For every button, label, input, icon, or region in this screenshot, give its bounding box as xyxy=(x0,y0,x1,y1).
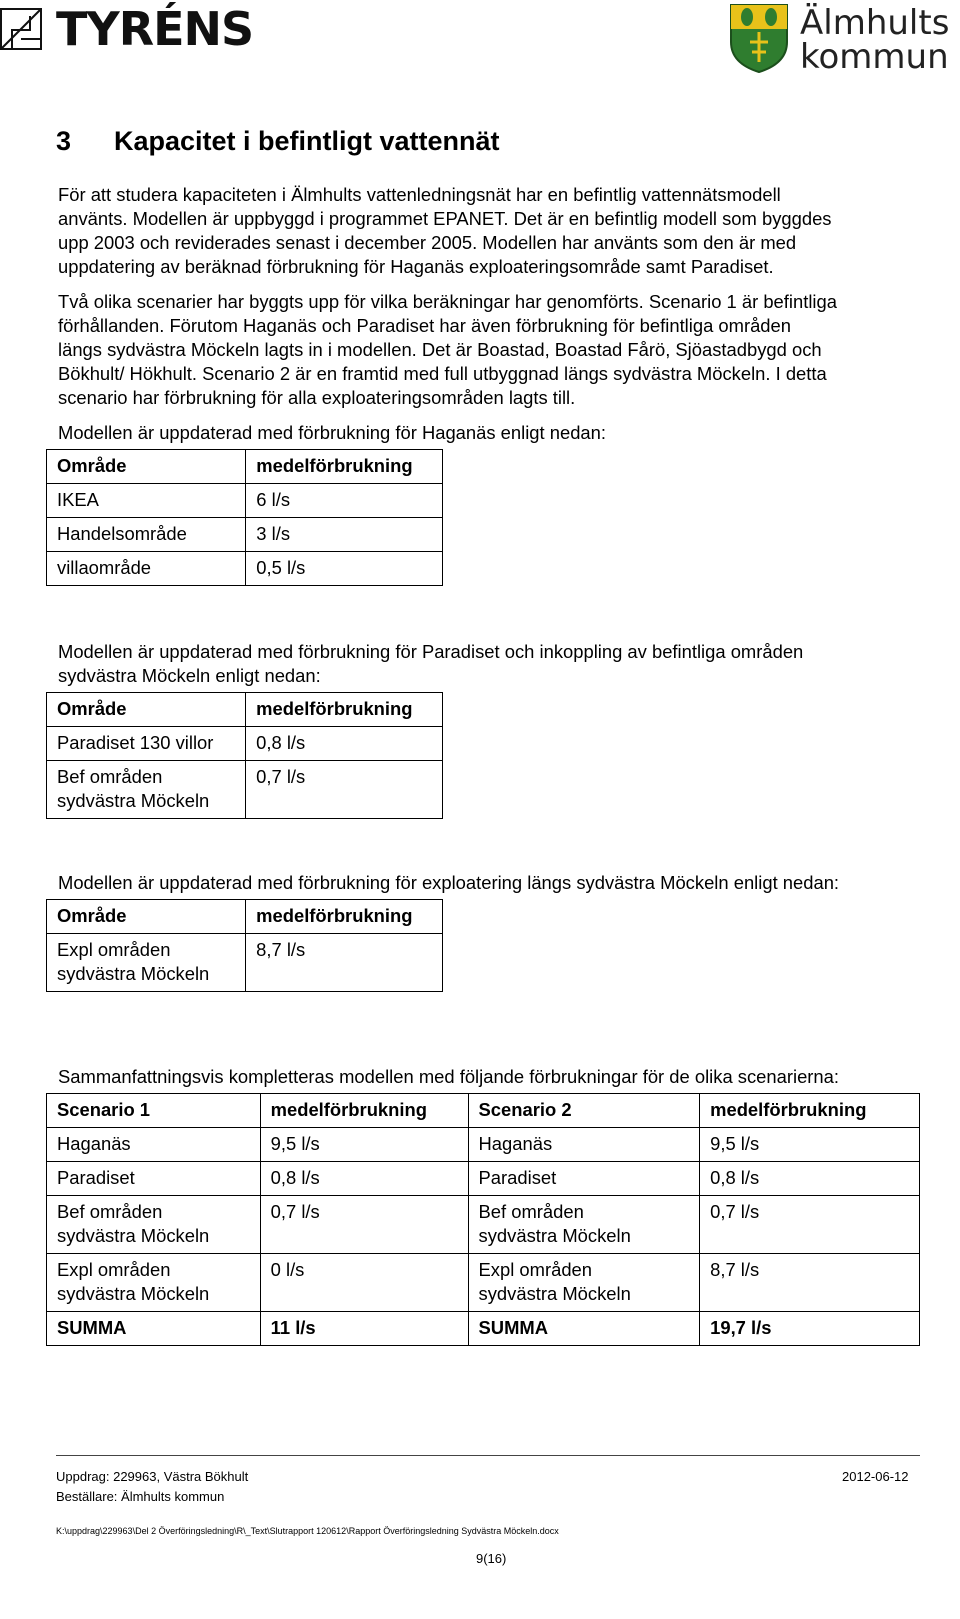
table-cell: 6 l/s xyxy=(246,484,443,518)
section-number: 3 xyxy=(56,126,72,156)
cell-line: Expl områden xyxy=(478,1259,593,1280)
header-cell: Område xyxy=(47,900,246,934)
table-cell: 8,7 l/s xyxy=(246,934,443,992)
cell-line: sydvästra Möckeln xyxy=(478,1283,631,1304)
cell-line: sydvästra Möckeln xyxy=(57,790,210,811)
table-cell xyxy=(468,1254,700,1312)
table-cell: Handelsområde xyxy=(47,518,246,552)
header-cell: medelförbrukning xyxy=(700,1094,920,1128)
paragraph-2 xyxy=(58,290,938,410)
header-cell: Område xyxy=(47,693,246,727)
table-row xyxy=(47,761,443,819)
table-cell: Paradiset xyxy=(468,1162,700,1196)
table-cell xyxy=(468,1196,700,1254)
table-cell: IKEA xyxy=(47,484,246,518)
table-cell: 11 l/s xyxy=(260,1312,468,1346)
tyrens-logo-text: TYRÉNS xyxy=(56,2,254,56)
cell-line: Bef områden xyxy=(57,1201,163,1222)
table-header-row xyxy=(47,693,443,727)
header-cell: medelförbrukning xyxy=(260,1094,468,1128)
table-row xyxy=(47,518,443,552)
cell-line: sydvästra Möckeln xyxy=(478,1225,631,1246)
table-row xyxy=(47,1196,920,1254)
table-cell: 0,8 l/s xyxy=(246,727,443,761)
header-cell: Scenario 2 xyxy=(468,1094,700,1128)
table-row xyxy=(47,1162,920,1196)
table-row xyxy=(47,727,443,761)
table-header-row xyxy=(47,1094,920,1128)
tyrens-logo xyxy=(0,4,253,54)
table-cell: 8,7 l/s xyxy=(700,1254,920,1312)
table-cell: 0,7 l/s xyxy=(260,1196,468,1254)
text-line: För att studera kapaciteten i Älmhults vattenledningsnät har en befintlig vattennätsmodell xyxy=(58,184,781,205)
section-heading xyxy=(56,124,500,158)
cell-line: Expl områden xyxy=(57,1259,171,1280)
table-cell: Haganäs xyxy=(47,1128,261,1162)
header-cell: Scenario 1 xyxy=(47,1094,261,1128)
text-line: Två olika scenarier har byggts upp för vilka beräkningar har genomförts. Scenario 1 är befintliga xyxy=(58,291,837,312)
table-cell: 0,8 l/s xyxy=(260,1162,468,1196)
footer-assignment: Uppdrag: 229963, Västra Bökhult xyxy=(56,1469,249,1484)
table-cell: 19,7 l/s xyxy=(700,1312,920,1346)
tyrens-logo-icon xyxy=(0,8,42,50)
table-cell: villaområde xyxy=(47,552,246,586)
footer-date: 2012-06-12 xyxy=(842,1469,909,1484)
table-cell xyxy=(47,934,246,992)
table-cell: 3 l/s xyxy=(246,518,443,552)
paragraph-4 xyxy=(58,640,938,688)
table-cell: SUMMA xyxy=(47,1312,261,1346)
expl-table xyxy=(46,899,443,992)
table-cell: 0 l/s xyxy=(260,1254,468,1312)
table-cell: Haganäs xyxy=(468,1128,700,1162)
footer-divider xyxy=(56,1455,920,1456)
table-cell xyxy=(47,1196,261,1254)
footer-client: Beställare: Älmhults kommun xyxy=(56,1489,225,1504)
table-cell xyxy=(47,761,246,819)
table-cell: SUMMA xyxy=(468,1312,700,1346)
table-header-row xyxy=(47,900,443,934)
paragraph-3: Modellen är uppdaterad med förbrukning för Haganäs enligt nedan: xyxy=(58,422,606,443)
cell-line: sydvästra Möckeln xyxy=(57,1283,210,1304)
table-cell: 0,7 l/s xyxy=(700,1196,920,1254)
header-cell: Område xyxy=(47,450,246,484)
section-title: Kapacitet i befintligt vattennät xyxy=(114,126,500,156)
cell-line: Bef områden xyxy=(57,766,163,787)
table-cell: 0,7 l/s xyxy=(246,761,443,819)
table-cell: 0,5 l/s xyxy=(246,552,443,586)
table-row xyxy=(47,934,443,992)
logo-line-2: kommun xyxy=(800,37,949,77)
table-header-row xyxy=(47,450,443,484)
header-cell: medelförbrukning xyxy=(246,450,443,484)
haganas-table xyxy=(46,449,443,586)
text-line: sydvästra Möckeln enligt nedan: xyxy=(58,665,321,686)
text-line: använts. Modellen är uppbyggd i programmet EPANET. Det är en befintlig modell som byggdes xyxy=(58,208,832,229)
paragraph-6: Sammanfattningsvis kompletteras modellen med följande förbrukningar för de olika scenarierna: xyxy=(58,1066,839,1087)
cell-line: sydvästra Möckeln xyxy=(57,1225,210,1246)
table-row xyxy=(47,1254,920,1312)
text-line: upp 2003 och reviderades senast i december 2005. Modellen har använts som den är med xyxy=(58,232,797,253)
text-line: Modellen är uppdaterad med förbrukning för Paradiset och inkoppling av befintliga områden xyxy=(58,641,804,662)
municipal-crest-icon xyxy=(728,2,790,74)
table-cell xyxy=(47,1254,261,1312)
almhult-logo xyxy=(728,2,950,77)
table-cell: 9,5 l/s xyxy=(700,1128,920,1162)
header-cell: medelförbrukning xyxy=(246,900,443,934)
paragraph-1 xyxy=(58,183,938,279)
paradiset-table xyxy=(46,692,443,819)
table-row xyxy=(47,1128,920,1162)
text-line: längs sydvästra Möckeln lagts in i modellen. Det är Boastad, Boastad Fårö, Sjöastadbygd och xyxy=(58,339,822,360)
logo-line-1: Älmhults xyxy=(800,3,950,43)
table-row xyxy=(47,484,443,518)
table-cell: 0,8 l/s xyxy=(700,1162,920,1196)
cell-line: sydvästra Möckeln xyxy=(57,963,210,984)
table-cell: Paradiset xyxy=(47,1162,261,1196)
summary-table xyxy=(46,1093,920,1346)
footer-file-path: K:\uppdrag\229963\Del 2 Överföringsledning\R\_Text\Slutrapport 120612\Rapport Överföringsledning Sydvästra Möckeln.docx xyxy=(56,1526,559,1536)
cell-line: Expl områden xyxy=(57,939,171,960)
page-number: 9(16) xyxy=(476,1551,507,1566)
cell-line: Bef områden xyxy=(478,1201,584,1222)
table-total-row xyxy=(47,1312,920,1346)
text-line: Bökhult/ Hökhult. Scenario 2 är en framtid med full utbyggnad längs sydvästra Möckeln. I detta xyxy=(58,363,827,384)
text-line: uppdatering av beräknad förbrukning för Haganäs exploateringsområde samt Paradiset. xyxy=(58,256,774,277)
table-cell: 9,5 l/s xyxy=(260,1128,468,1162)
header-cell: medelförbrukning xyxy=(246,693,443,727)
table-cell: Paradiset 130 villor xyxy=(47,727,246,761)
text-line: förhållanden. Förutom Haganäs och Paradiset har även förbrukning för befintliga områden xyxy=(58,315,791,336)
text-line: scenario har förbrukning för alla exploateringsområden lagts till. xyxy=(58,387,576,408)
table-row xyxy=(47,552,443,586)
paragraph-5: Modellen är uppdaterad med förbrukning för exploatering längs sydvästra Möckeln enligt nedan: xyxy=(58,872,840,893)
